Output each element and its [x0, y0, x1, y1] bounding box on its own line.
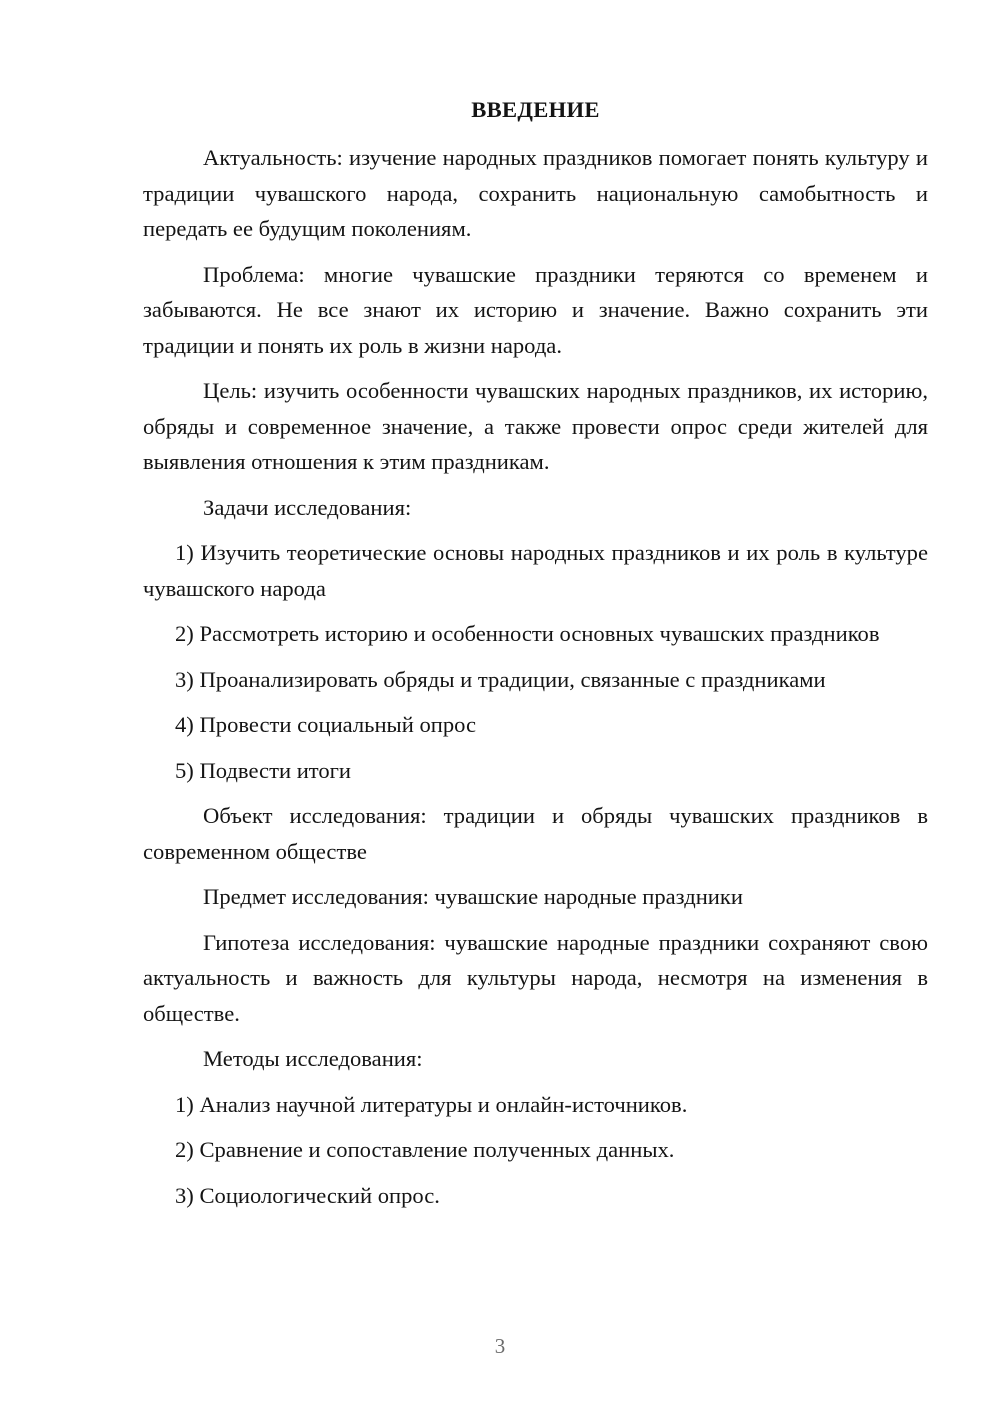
method-item-1: 1) Анализ научной литературы и онлайн-источников.	[175, 1091, 688, 1117]
task-item-4: 4) Провести социальный опрос	[175, 712, 477, 737]
section-title: ВВЕДЕНИЕ	[471, 97, 600, 122]
task-item-5: 5) Подвести итоги	[175, 757, 352, 783]
tasks-heading: Задачи исследования:	[203, 494, 412, 520]
problem-paragraph: Проблема: многие чувашские праздники теряются со временем и забываются. Не все знают их историю и значение. Важно сохранить эти традиции и понять их роль в жизни народа.	[143, 261, 928, 358]
task-item-1: 1) Изучить теоретические основы народных праздников и их роль в культуре чувашского народа	[143, 540, 928, 601]
method-item-3: 3) Социологический опрос.	[175, 1182, 440, 1208]
method-item-2: 2) Сравнение и сопоставление полученных данных.	[175, 1137, 675, 1162]
task-item-2: 2) Рассмотреть историю и особенности основных чувашских праздников	[175, 621, 880, 646]
hypothesis-paragraph: Гипотеза исследования: чувашские народные праздники сохраняют свою актуальность и важность для культуры народа, несмотря на изменения в обществе.	[143, 929, 928, 1026]
page-content	[143, 95, 928, 1213]
task-item-3: 3) Проанализировать обряды и традиции, связанные с праздниками	[175, 666, 826, 692]
object-paragraph: Объект исследования: традиции и обряды чувашских праздников в современном обществе	[143, 803, 928, 864]
goal-paragraph: Цель: изучить особенности чувашских народных праздников, их историю, обряды и современное значение, а также провести опрос среди жителей для выявления отношения к этим праздникам.	[143, 378, 928, 474]
page-number: 3	[494, 1334, 506, 1358]
methods-heading: Методы исследования:	[203, 1046, 423, 1071]
subject-paragraph: Предмет исследования: чувашские народные праздники	[203, 884, 743, 909]
relevance-paragraph: Актуальность: изучение народных праздников помогает понять культуру и традиции чувашского народа, сохранить национальную самобытность и передать ее будущим поколениям.	[143, 145, 928, 241]
